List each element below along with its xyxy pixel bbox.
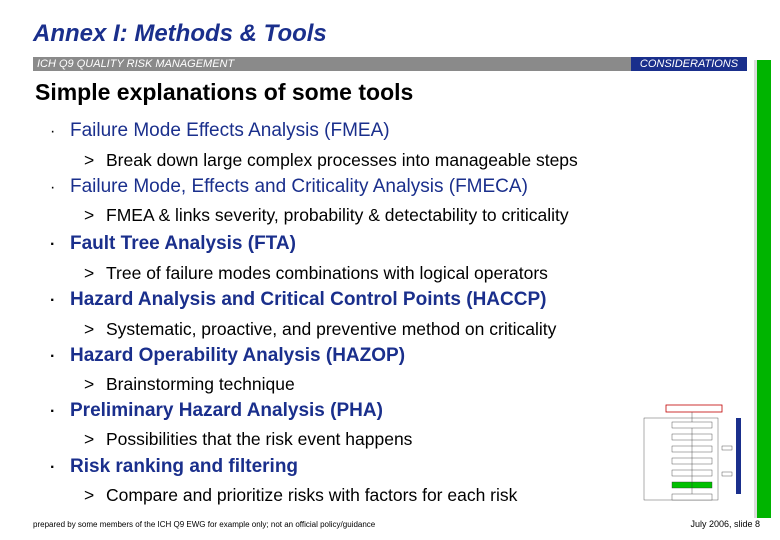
list-subitem (84, 429, 412, 450)
list-subitem (84, 150, 578, 171)
item-label: Preliminary Hazard Analysis (PHA) (70, 400, 383, 421)
list-item (50, 233, 296, 255)
list-item (50, 400, 383, 422)
slide-title: Annex I: Methods & Tools (33, 20, 327, 47)
footer-slide-info: July 2006, slide 8 (690, 519, 760, 529)
item-label: Risk ranking and filtering (70, 456, 299, 477)
bullet-icon: · (50, 348, 56, 365)
bullet-icon: · (50, 292, 56, 309)
subitem-text: Break down large complex processes into manageable steps (106, 150, 578, 170)
item-label: Hazard Analysis and Critical Control Points (HACCP) (70, 289, 547, 310)
slide-subtitle: Simple explanations of some tools (35, 79, 414, 105)
arrow-icon: > (84, 319, 95, 339)
arrow-icon: > (84, 263, 95, 283)
item-label: Hazard Operability Analysis (HAZOP) (70, 345, 406, 366)
subitem-text: Tree of failure modes combinations with logical operators (106, 263, 548, 283)
list-item (50, 345, 405, 367)
arrow-icon: > (84, 205, 95, 225)
list-subitem (84, 485, 517, 506)
subitem-text: Compare and prioritize risks with factors for each risk (106, 485, 518, 505)
arrow-icon: > (84, 374, 95, 394)
bullet-icon: · (50, 403, 56, 420)
subitem-text: Systematic, proactive, and preventive method on criticality (106, 319, 557, 339)
footer-disclaimer: prepared by some members of the ICH Q9 EWG for example only; not an official policy/guidance (33, 520, 376, 529)
item-label: Failure Mode Effects Analysis (FMEA) (70, 120, 390, 141)
item-label: Failure Mode, Effects and Criticality Analysis (FMECA) (70, 176, 528, 197)
bullet-icon: · (50, 459, 56, 476)
bullet-icon: · (50, 179, 56, 196)
band-right-label: CONSIDERATIONS (631, 57, 747, 71)
list-subitem (84, 205, 569, 226)
arrow-icon: > (84, 485, 95, 505)
header-band (33, 57, 747, 71)
risk-process-diagram-thumbnail (640, 402, 748, 510)
list-item (50, 176, 528, 198)
subitem-text: FMEA & links severity, probability & detectability to criticality (106, 205, 569, 225)
side-accent-bar (754, 60, 771, 518)
arrow-icon: > (84, 429, 95, 449)
item-label: Fault Tree Analysis (FTA) (70, 233, 296, 254)
subitem-text: Brainstorming technique (106, 374, 295, 394)
bullet-icon: · (50, 236, 56, 253)
bullet-icon: · (50, 123, 56, 140)
band-left-label: ICH Q9 QUALITY RISK MANAGEMENT (37, 58, 235, 70)
list-item (50, 456, 298, 478)
list-subitem (84, 374, 295, 395)
list-item (50, 289, 546, 311)
arrow-icon: > (84, 150, 95, 170)
list-item (50, 120, 390, 142)
subitem-text: Possibilities that the risk event happens (106, 429, 413, 449)
list-subitem (84, 263, 548, 284)
list-subitem (84, 319, 556, 340)
